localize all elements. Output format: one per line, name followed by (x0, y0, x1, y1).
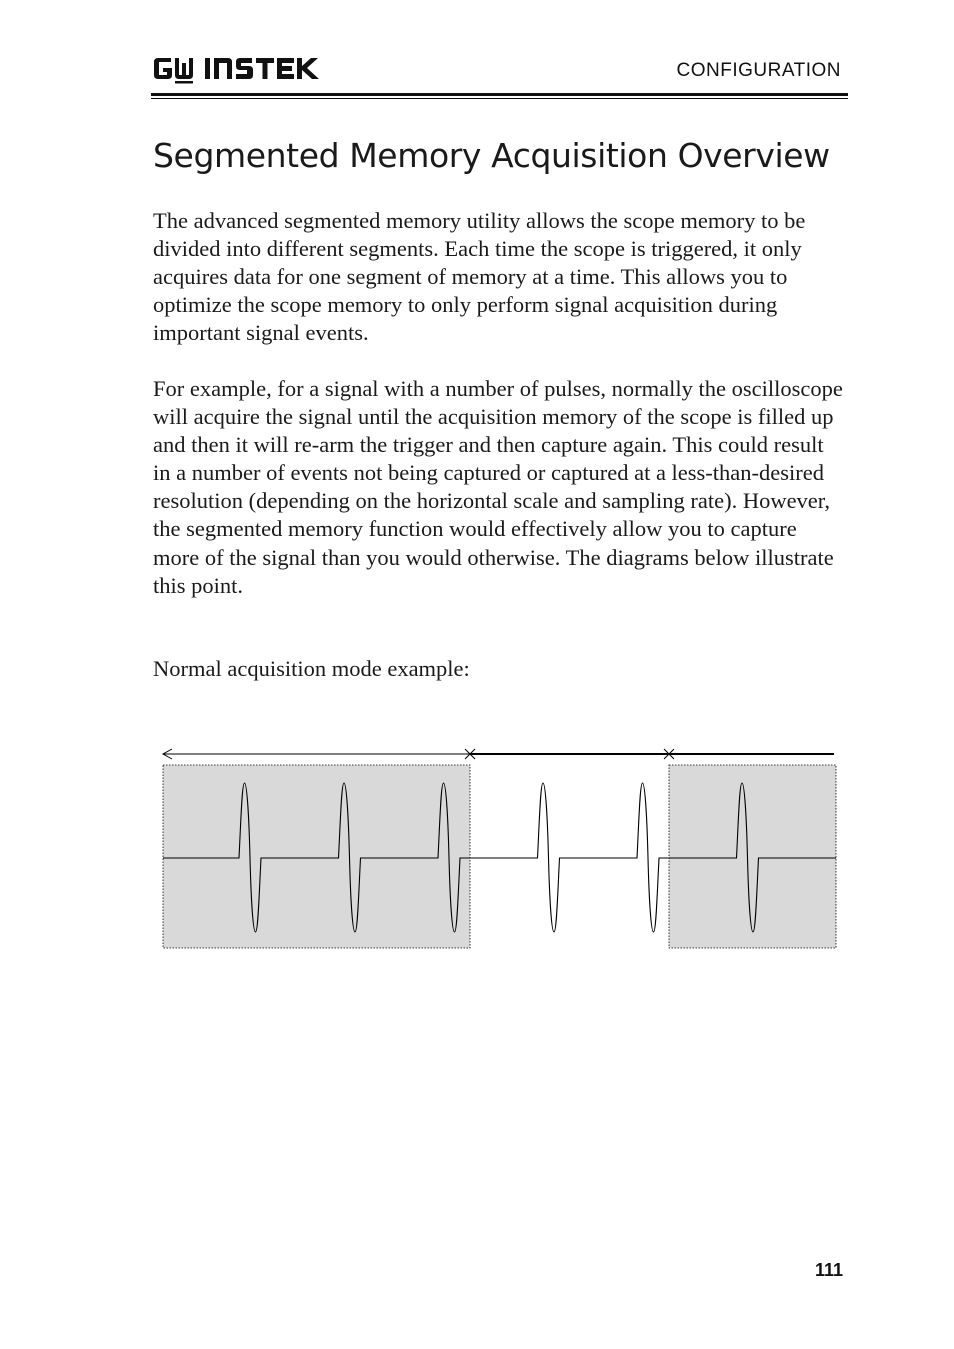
gw-instek-logo (153, 55, 323, 85)
header-rule-thin (151, 98, 848, 99)
page-title: Segmented Memory Acquisition Overview (153, 136, 830, 175)
chapter-title: CONFIGURATION (676, 60, 841, 81)
intro-paragraph: The advanced segmented memory utility allows the scope memory to be divided into different segments. Each time the scope is triggered, it only acquires data for one segment of memory at a time. This allows you to optimize the scope memory to only perform signal acquisition during important signal events. (153, 208, 806, 346)
header-rule-thick (151, 93, 848, 96)
normal-acquisition-diagram (150, 738, 850, 960)
example-paragraph: For example, for a signal with a number of pulses, normally the oscilloscope will acquire the signal until the acquisition memory of the scope is filled up and then it will re-arm the trigger and then capture again. This could result in a number of events not being captured or captured at a less-than-desired resolution (depending on the horizontal scale and sampling rate). However, the segmented memory function would effectively allow you to capture more of the signal than you would otherwise. The diagrams below illustrate this point. (153, 376, 843, 598)
page-number: 111 (814, 1260, 843, 1280)
diagram-caption: Normal acquisition mode example: (153, 656, 470, 681)
acquisition-window-2 (669, 765, 836, 948)
acquisition-window-1 (163, 765, 470, 948)
